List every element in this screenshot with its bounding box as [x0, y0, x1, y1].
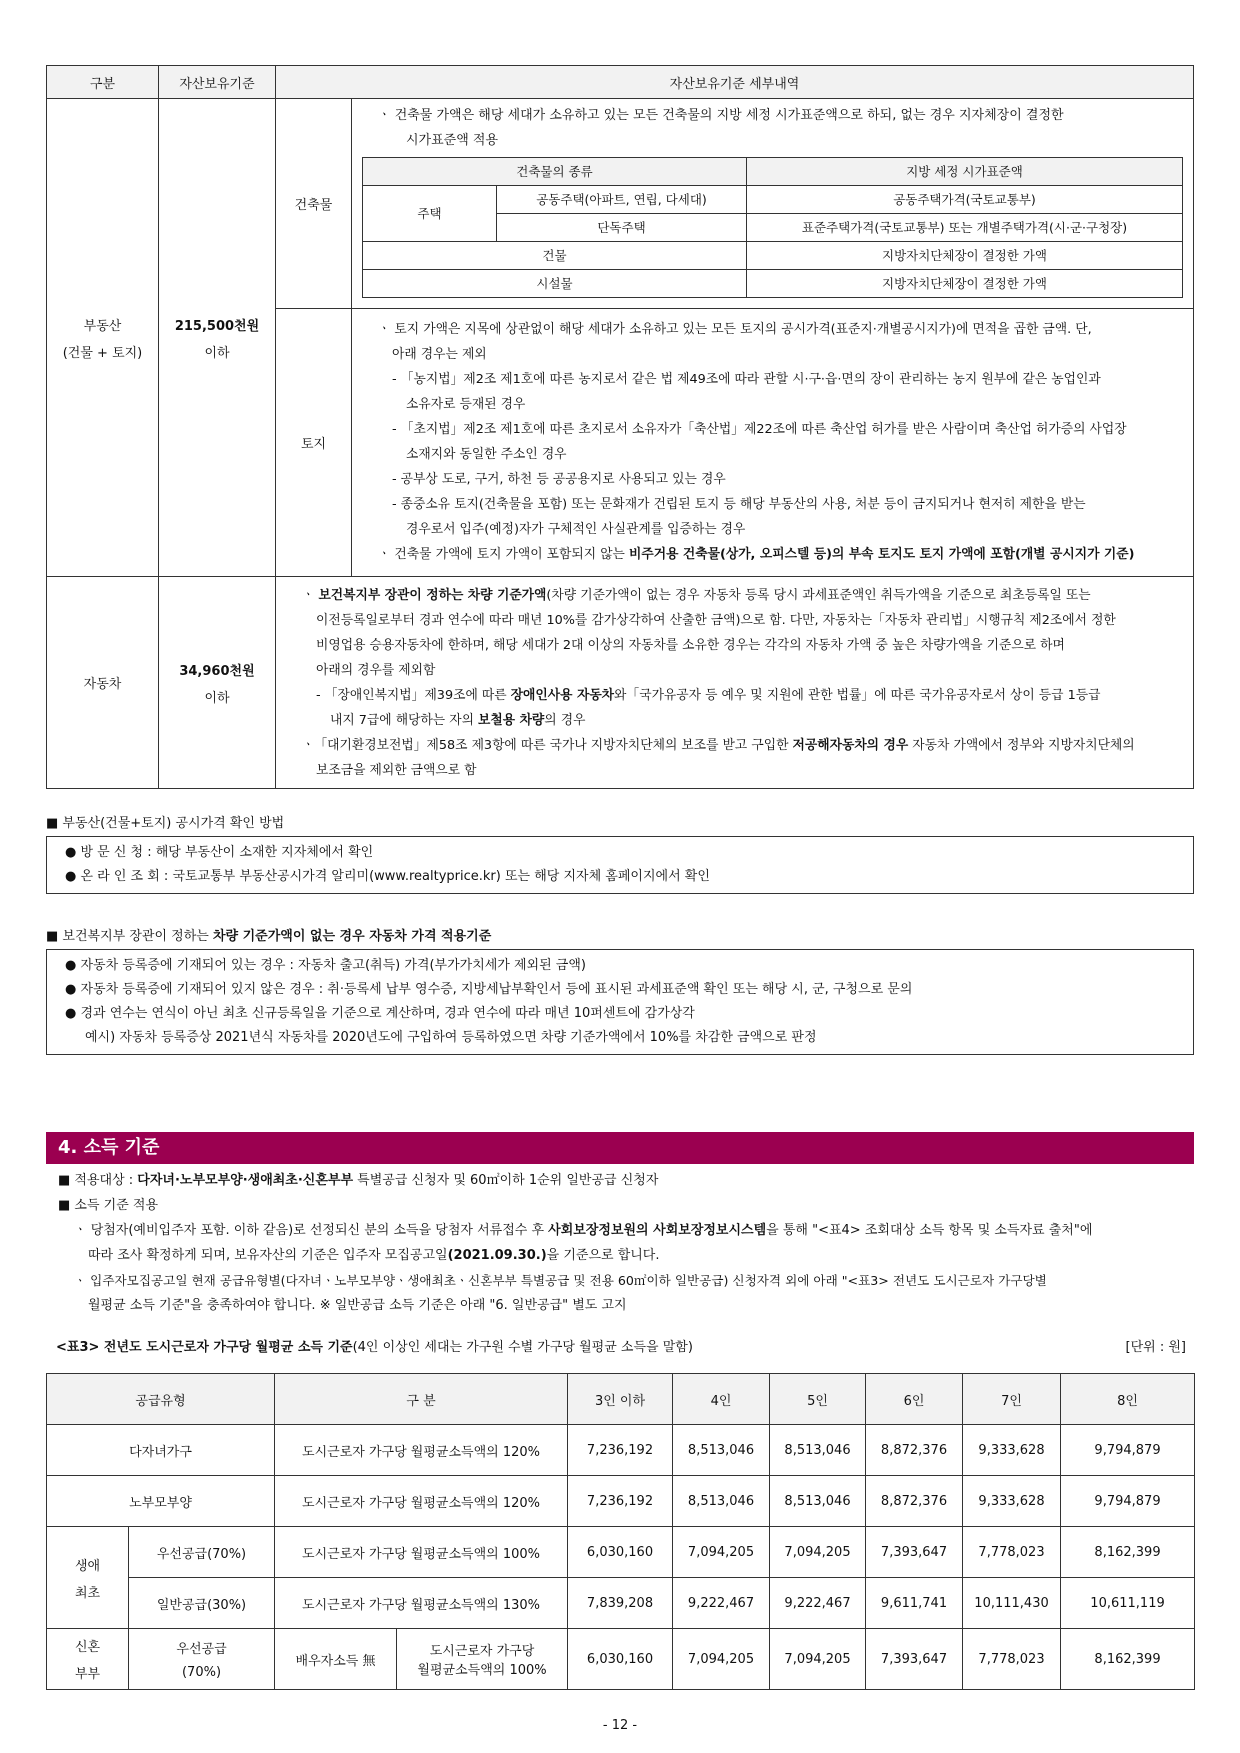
- land-detail: [352, 309, 1194, 577]
- price-check-item-online: ● 온 라 인 조 회 : 국토교통부 부동산공시가격 알리미(www.realtyprice.kr) 또는 해당 지자체 홈페이지에서 확인: [65, 869, 710, 884]
- car-text-6: [286, 708, 1183, 733]
- land-text-6: 소재지와 동일한 주소인 경우: [406, 447, 567, 462]
- row-value: 8,513,046: [770, 1425, 866, 1476]
- car-text-5: [286, 683, 1183, 708]
- price-check-title: ■ 부동산(건물+토지) 공시가격 확인 방법: [46, 816, 285, 831]
- table3-caption: [56, 1336, 1186, 1355]
- car-row: [47, 577, 1194, 789]
- car-standard-item-1: ● 자동차 등록증에 기재되어 있는 경우 : 자동차 출고(취득) 가격(부가가치세가 제외된 금액): [65, 958, 586, 973]
- inner-house: 주택: [363, 186, 497, 242]
- car-text-4: 아래의 경우를 제외함: [316, 663, 436, 678]
- table-row: [47, 1629, 1195, 1690]
- row-value: 7,094,205: [770, 1527, 866, 1578]
- inner-apartment: 공동주택(아파트, 연립, 다세대): [497, 186, 747, 214]
- row-value: 7,393,647: [866, 1629, 963, 1690]
- row-value: 8,513,046: [770, 1476, 866, 1527]
- car-text-5a: - 「장애인복지법」제39조에 따른: [316, 688, 511, 703]
- income-line-2: ■ 소득 기준 적용: [58, 1198, 159, 1213]
- realestate-category: [47, 99, 159, 577]
- income-line-3a: ㆍ 당첨자(예비입주자 포함. 이하 같음)로 선정되신 분의 소득을 당첨자 서류접수 후: [74, 1223, 549, 1238]
- income-line-4a: 따라 조사 확정하게 되며, 보유자산의 기준은 입주자 모집공고일: [88, 1248, 448, 1263]
- table3-header-8: 8인: [1061, 1374, 1195, 1425]
- land-text-1: ㆍ 토지 가액은 지목에 상관없이 해당 세대가 소유하고 있는 모든 토지의 공시가격(표준지·개별공시지가)에 면적을 곱한 금액. 단,: [378, 322, 1092, 337]
- row-desc: 도시근로자 가구당 월평균소득액의 120%: [275, 1425, 568, 1476]
- table3-unit: [단위 : 원]: [1125, 1340, 1186, 1355]
- building-label: 건축물: [276, 99, 352, 309]
- income-line-1: [46, 1168, 1194, 1193]
- income-line-6: 월평균 소득 기준"을 충족하여야 합니다. ※ 일반공급 소득 기준은 아래 "6. 일반공급" 별도 고지: [88, 1298, 627, 1313]
- table3-header-3: 3인 이하: [568, 1374, 673, 1425]
- table3-caption-note: (4인 이상인 세대는 가구원 수별 가구당 월평균 소득을 말함): [352, 1340, 693, 1355]
- car-text-5b: 장애인사용 자동차: [510, 688, 615, 703]
- car-criteria: [159, 577, 276, 789]
- car-text-7: [286, 733, 1183, 758]
- car-text-6b: 보철용 차량: [478, 713, 545, 728]
- car-standard-title: [46, 925, 491, 944]
- table3-header-4: 4인: [673, 1374, 770, 1425]
- row-desc-line-2: 월평균소득액의 100%: [417, 1663, 547, 1678]
- car-detail: [276, 577, 1194, 789]
- table3-header-type: 공급유형: [47, 1374, 275, 1425]
- car-text-1: [286, 583, 1183, 608]
- car-standard-item-3: ● 경과 연수는 연식이 아닌 최초 신규등록일을 기준으로 계산하며, 경과 연수에 따라 매년 10퍼센트에 감가상각: [65, 1006, 695, 1021]
- row-value: 6,030,160: [568, 1629, 673, 1690]
- inner-header-price: 지방 세정 시가표준액: [747, 158, 1183, 186]
- table3-caption-title: <표3> 전년도 도시근로자 가구당 월평균 소득 기준: [56, 1340, 353, 1355]
- row-desc: 도시근로자 가구당 월평균소득액의 130%: [275, 1578, 568, 1629]
- car-standard-title-b: 차량 기준가액이 없는 경우 자동차 가격 적용기준: [212, 929, 492, 944]
- building-detail: [352, 99, 1194, 309]
- row-type-line-2: (70%): [181, 1665, 222, 1680]
- price-check-box: [46, 836, 1194, 894]
- car-category: 자동차: [47, 577, 159, 789]
- row-value: 7,393,647: [866, 1527, 963, 1578]
- header-detail: 자산보유기준 세부내역: [276, 66, 1194, 99]
- income-line-1c: 특별공급 신청자 및 60㎡이하 1순위 일반공급 신청자: [353, 1173, 659, 1188]
- row-type: 다자녀가구: [47, 1425, 275, 1476]
- table-row: [47, 1476, 1195, 1527]
- building-text-2: 시가표준액 적용: [406, 133, 499, 148]
- car-text-3: 비영업용 승용자동차에 한하며, 해당 세대가 2대 이상의 자동차를 소유한 경우는 각각의 자동차 가액 중 높은 차량가액을 기준으로 하며: [316, 638, 1065, 653]
- inner-facility: 시설물: [363, 270, 747, 298]
- table3-header-desc: 구 분: [275, 1374, 568, 1425]
- inner-building-price: 지방자치단체장이 결정한 가액: [747, 242, 1183, 270]
- realestate-label: 부동산: [83, 318, 122, 334]
- header-criteria: 자산보유기준: [159, 66, 276, 99]
- row-group-line-1: 생애: [74, 1558, 101, 1574]
- row-value: 7,778,023: [963, 1629, 1061, 1690]
- row-type: 우선공급(70%): [129, 1527, 275, 1578]
- car-amount: 34,960천원: [179, 663, 255, 679]
- row-group-line-2: 부부: [74, 1667, 101, 1682]
- row-value: 10,611,119: [1061, 1578, 1195, 1629]
- income-line-4: [46, 1243, 1194, 1268]
- land-text-5: - 「초지법」제2조 제1호에 따른 초지로서 소유자가「축산법」제22조에 따른 축산업 허가를 받은 사람이며 축산업 허가증의 사업장: [392, 422, 1127, 437]
- realestate-criteria: [159, 99, 276, 577]
- car-standard-item-2: ● 자동차 등록증에 기재되어 있지 않은 경우 : 취·등록세 납부 영수증, 지방세납부확인서 등에 표시된 과세표준액 확인 또는 해당 시, 군, 구청으로 문의: [65, 982, 913, 997]
- row-spouse-income: 배우자소득 無: [275, 1629, 397, 1690]
- realestate-amount: 215,500천원: [174, 318, 260, 334]
- table-row: [47, 1425, 1195, 1476]
- land-text-7: - 공부상 도로, 구거, 하천 등 공공용지로 사용되고 있는 경우: [392, 472, 726, 487]
- car-text-7b: 저공해자동차의 경우: [792, 738, 909, 753]
- building-row: [47, 99, 1194, 309]
- row-type: 노부모부양: [47, 1476, 275, 1527]
- row-value: 10,111,430: [963, 1578, 1061, 1629]
- row-value: 7,094,205: [770, 1629, 866, 1690]
- row-group-line-1: 신혼: [74, 1640, 101, 1655]
- car-text-5c: 와「국가유공자 등 예우 및 지원에 관한 법률」에 따른 국가유공자로서 상이 등급 1등급: [614, 688, 1101, 703]
- row-value: 9,333,628: [963, 1476, 1061, 1527]
- header-category: 구분: [47, 66, 159, 99]
- row-value: 8,513,046: [673, 1476, 770, 1527]
- car-text-7a: ㆍ「대기환경보전법」제58조 제3항에 따른 국가나 지방자치단체의 보조를 받고 구입한: [302, 738, 793, 753]
- row-desc: 도시근로자 가구당 월평균소득액의 120%: [275, 1476, 568, 1527]
- income-section-banner: [46, 1132, 1194, 1164]
- table-row: [47, 1578, 1195, 1629]
- asset-table-header: [47, 66, 1194, 99]
- row-value: 7,094,205: [673, 1629, 770, 1690]
- inner-facility-price: 지방자치단체장이 결정한 가액: [747, 270, 1183, 298]
- inner-detached: 단독주택: [497, 214, 747, 242]
- income-intro: [46, 1168, 1194, 1318]
- row-value: 7,094,205: [673, 1527, 770, 1578]
- row-value: 8,872,376: [866, 1425, 963, 1476]
- row-value: 8,872,376: [866, 1476, 963, 1527]
- table3-header-row: [47, 1374, 1195, 1425]
- car-text-1c: (차량 기준가액이 없는 경우 자동차 등록 당시 과세표준액인 취득가액을 기준으로 최초등록일 또는: [546, 588, 1091, 603]
- row-value: 7,778,023: [963, 1527, 1061, 1578]
- land-text-4: 소유자로 등재된 경우: [406, 397, 526, 412]
- row-value: 8,162,399: [1061, 1629, 1195, 1690]
- table-row: [47, 1527, 1195, 1578]
- row-value: 9,794,879: [1061, 1425, 1195, 1476]
- realestate-sublabel: (건물 + 토지): [62, 345, 143, 361]
- row-value: 6,030,160: [568, 1527, 673, 1578]
- inner-apartment-price: 공동주택가격(국토교통부): [747, 186, 1183, 214]
- row-group-newlywed: [47, 1629, 129, 1690]
- price-check-item-visit: ● 방 문 신 청 : 해당 부동산이 소재한 지자체에서 확인: [65, 845, 374, 860]
- car-text-8: 보조금을 제외한 금액으로 함: [316, 763, 477, 778]
- row-desc: 도시근로자 가구당 월평균소득액의 100%: [275, 1527, 568, 1578]
- car-text-6c: 의 경우: [544, 713, 586, 728]
- row-value: 9,222,467: [673, 1578, 770, 1629]
- land-text-9: 경우로서 입주(예정)자가 구체적인 사실관계를 입증하는 경우: [406, 522, 746, 537]
- row-type: 일반공급(30%): [129, 1578, 275, 1629]
- building-text-1: ㆍ 건축물 가액은 해당 세대가 소유하고 있는 모든 건축물의 지방 세정 시가표준액으로 하되, 없는 경우 지자체장이 결정한: [378, 108, 1064, 123]
- table3-header-7: 7인: [963, 1374, 1061, 1425]
- row-desc-line-1: 도시근로자 가구당: [429, 1644, 535, 1659]
- page-number: - 12 -: [602, 1718, 638, 1733]
- income-line-4c: 을 기준으로 합니다.: [546, 1248, 660, 1263]
- land-label: 토지: [276, 309, 352, 577]
- car-standard-item-4: 예시) 자동차 등록증상 2021년식 자동차를 2020년도에 구입하여 등록하였으면 차량 기준가액에서 10%를 차감한 금액으로 판정: [85, 1030, 817, 1045]
- land-text-3: - 「농지법」제2조 제1호에 따른 농지로서 같은 법 제49조에 따라 관할 시·구·읍·면의 장이 관리하는 농지 원부에 같은 농업인과: [392, 372, 1101, 387]
- table3-header-6: 6인: [866, 1374, 963, 1425]
- inner-building: 건물: [363, 242, 747, 270]
- income-line-4b: (2021.09.30.): [447, 1248, 547, 1263]
- car-text-1b: 보건복지부 장관이 정하는 차량 기준가액: [318, 588, 547, 603]
- land-text-2: 아래 경우는 제외: [392, 347, 487, 362]
- building-types-table: [362, 157, 1183, 298]
- income-line-3b: 사회보장정보원의 사회보장정보시스템: [548, 1223, 767, 1238]
- car-standard-box: [46, 949, 1194, 1055]
- inner-header-type: 건축물의 종류: [363, 158, 747, 186]
- table3-header-5: 5인: [770, 1374, 866, 1425]
- inner-detached-price: 표준주택가격(국토교통부) 또는 개별주택가격(시·군·구청장): [747, 214, 1183, 242]
- income-line-1a: ■ 적용대상 :: [58, 1173, 138, 1188]
- row-type: [129, 1629, 275, 1690]
- row-value: 7,236,192: [568, 1425, 673, 1476]
- row-desc: [397, 1629, 568, 1690]
- row-group-line-2: 최초: [74, 1585, 101, 1601]
- row-value: 9,611,741: [866, 1578, 963, 1629]
- row-value: 7,839,208: [568, 1578, 673, 1629]
- asset-criteria-table: [46, 65, 1194, 789]
- income-line-3c: 을 통해 "<표4> 조회대상 소득 항목 및 소득자료 출처"에: [766, 1223, 1093, 1238]
- car-text-7c: 자동차 가액에서 정부와 지방자치단체의: [908, 738, 1135, 753]
- land-text-8: - 종중소유 토지(건축물을 포함) 또는 문화재가 건립된 토지 등 해당 부동산의 사용, 처분 등이 금지되거나 현저히 제한을 받는: [392, 497, 1086, 512]
- income-standard-table: [46, 1373, 1195, 1690]
- car-text-6a: 내지 7급에 해당하는 자의: [330, 713, 479, 728]
- row-group-first-home: [47, 1527, 129, 1629]
- car-below: 이하: [204, 690, 230, 706]
- income-line-5: ㆍ 입주자모집공고일 현재 공급유형별(다자녀ㆍ노부모부양ㆍ생애최초ㆍ신혼부부 특별공급 및 전용 60㎡이하 일반공급) 신청자격 외에 아래 "<표3> 전년도 도시근로자 가구당별: [74, 1273, 1047, 1288]
- row-value: 9,222,467: [770, 1578, 866, 1629]
- row-value: 8,162,399: [1061, 1527, 1195, 1578]
- land-text-10b: 비주거용 건축물(상가, 오피스텔 등)의 부속 토지도 토지 가액에 포함(개별 공시지가 기준): [629, 547, 1135, 562]
- row-value: 9,794,879: [1061, 1476, 1195, 1527]
- car-standard-title-a: ■ 보건복지부 장관이 정하는: [46, 929, 213, 944]
- land-text-10: [362, 542, 1183, 567]
- car-text-1a: ㆍ: [302, 588, 319, 603]
- land-text-10a: ㆍ 건축물 가액에 토지 가액이 포함되지 않는: [378, 547, 629, 562]
- realestate-below: 이하: [204, 345, 230, 361]
- income-line-1b: 다자녀·노부모부양·생애최초·신혼부부: [137, 1173, 354, 1188]
- income-line-3: [46, 1218, 1194, 1243]
- row-value: 9,333,628: [963, 1425, 1061, 1476]
- income-section-title: 4. 소득 기준: [58, 1137, 160, 1158]
- row-value: 8,513,046: [673, 1425, 770, 1476]
- car-text-2: 이전등록일로부터 경과 연수에 따라 매년 10%를 감가상각하여 산출한 금액)으로 함. 다만, 자동차는「자동차 관리법」시행규칙 제2조에서 정한: [316, 613, 1116, 628]
- row-type-line-1: 우선공급: [176, 1642, 227, 1657]
- row-value: 7,236,192: [568, 1476, 673, 1527]
